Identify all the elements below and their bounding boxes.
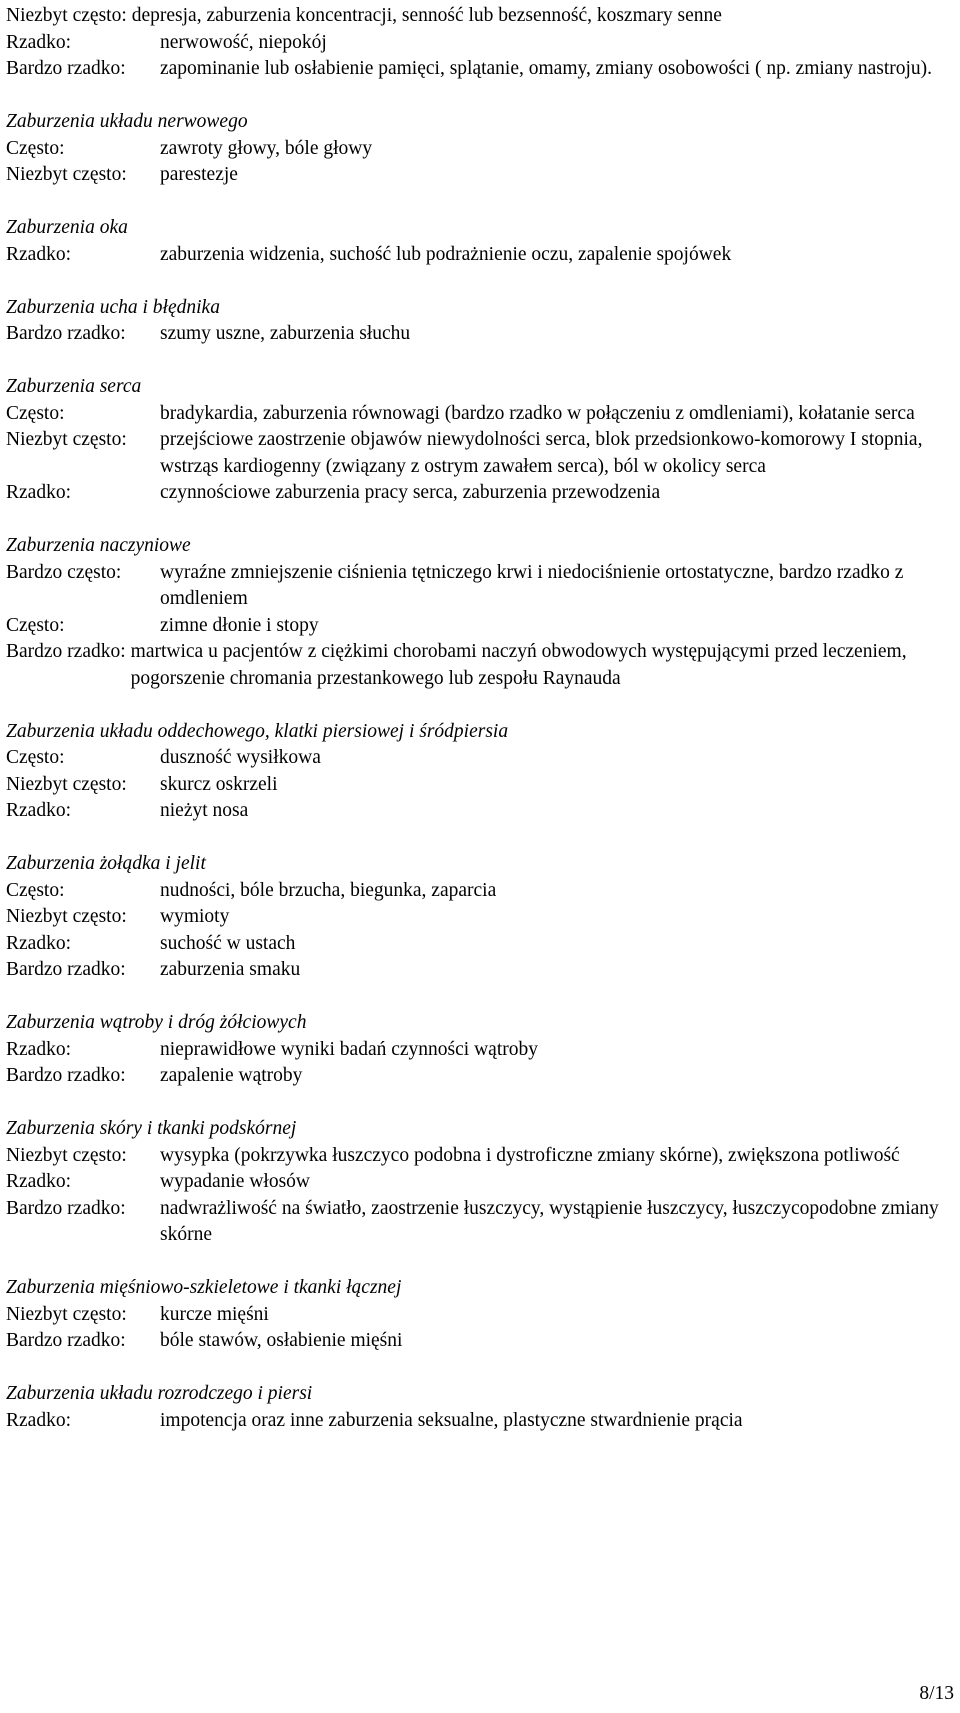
- frequency-label: Często:: [6, 747, 65, 768]
- effect-text: parestezje: [160, 164, 238, 185]
- frequency-row: [6, 1328, 951, 1355]
- effect-text: zapalenie wątroby: [160, 1065, 303, 1086]
- effect-text: przejściowe zaostrzenie objawów niewydolności serca, blok przedsionkowo-komorowy I stopnia, wstrząs kardiogenny (związany z ostrym zawałem serca), ból w okolicy serca: [160, 429, 923, 477]
- frequency-row: [6, 639, 951, 692]
- section-heading: Zaburzenia wątroby i dróg żółciowych: [6, 1012, 307, 1033]
- frequency-row: [6, 798, 951, 825]
- section: [6, 1010, 951, 1090]
- effect-text: suchość w ustach: [160, 932, 296, 954]
- frequency-row: [6, 745, 951, 772]
- frequency-label: Rzadko:: [6, 932, 71, 954]
- frequency-label: Niezbyt często:: [6, 773, 127, 795]
- page-number: 8/13: [919, 1683, 954, 1704]
- frequency-row: [6, 1143, 951, 1170]
- section: [6, 719, 951, 825]
- effect-text: wymioty: [160, 906, 230, 927]
- section: [6, 109, 951, 189]
- frequency-row: [6, 560, 951, 613]
- effect-text: nieprawidłowe wyniki badań czynności wątroby: [160, 1038, 538, 1060]
- frequency-label: Rzadko:: [6, 482, 71, 503]
- effect-text: impotencja oraz inne zaburzenia seksualne, plastyczne stwardnienie prącia: [160, 1409, 743, 1431]
- effect-text: zapominanie lub osłabienie pamięci, splątanie, omamy, zmiany osobowości ( np. zmiany nastroju).: [160, 58, 933, 79]
- frequency-row: [6, 1063, 951, 1090]
- section: [6, 374, 951, 507]
- section-heading: Zaburzenia oka: [6, 217, 128, 238]
- frequency-row: [6, 1302, 951, 1329]
- frequency-label: Bardzo często:: [6, 561, 122, 583]
- section-heading: Zaburzenia ucha i błędnika: [6, 296, 220, 318]
- section-heading: Zaburzenia układu nerwowego: [6, 111, 248, 132]
- frequency-row: [6, 1196, 951, 1249]
- effect-text: bóle stawów, osłabienie mięśni: [160, 1330, 403, 1351]
- effect-text: nadwrażliwość na światło, zaostrzenie łuszczycy, wystąpienie łuszczycy, łuszczycopodobne zmiany skórne: [160, 1197, 939, 1245]
- frequency-label: Niezbyt często:: [6, 164, 127, 185]
- frequency-row: [6, 904, 951, 931]
- section: [6, 215, 951, 268]
- frequency-row: [6, 242, 951, 269]
- frequency-label: Niezbyt często:: [6, 1303, 127, 1325]
- effect-text: zimne dłonie i stopy: [160, 614, 319, 636]
- frequency-row: [6, 1408, 951, 1435]
- section-heading: Zaburzenia mięśniowo-szkieletowe i tkanki łącznej: [6, 1277, 402, 1298]
- effect-text: depresja, zaburzenia koncentracji, senność lub bezsenność, koszmary senne: [131, 5, 722, 26]
- frequency-label: Bardzo rzadko:: [6, 323, 126, 344]
- frequency-row: [6, 3, 951, 30]
- frequency-row: [6, 321, 951, 348]
- frequency-row: [6, 30, 951, 57]
- frequency-row: [6, 878, 951, 905]
- section-heading: Zaburzenia naczyniowe: [6, 535, 191, 556]
- effect-text: zaburzenia widzenia, suchość lub podrażnienie oczu, zapalenie spojówek: [160, 243, 732, 265]
- frequency-label: Często:: [6, 879, 65, 901]
- frequency-row: [6, 136, 951, 163]
- effect-text: nerwowość, niepokój: [160, 31, 327, 53]
- effect-text: zaburzenia smaku: [160, 959, 301, 980]
- frequency-label: Rzadko:: [6, 243, 71, 265]
- frequency-row: [6, 613, 951, 640]
- document-body: [6, 3, 951, 1461]
- section-heading: Zaburzenia serca: [6, 376, 142, 397]
- section: [6, 1381, 951, 1434]
- frequency-label: Bardzo rzadko:: [6, 1065, 126, 1086]
- section: [6, 533, 951, 692]
- section: [6, 851, 951, 984]
- section: [6, 295, 951, 348]
- effect-text: zawroty głowy, bóle głowy: [160, 137, 373, 159]
- frequency-label: Bardzo rzadko:: [6, 1330, 126, 1351]
- frequency-label: Bardzo rzadko:: [6, 58, 126, 79]
- frequency-row: [6, 772, 951, 799]
- section: [6, 1116, 951, 1249]
- frequency-label: Rzadko:: [6, 800, 71, 821]
- frequency-label: Niezbyt często:: [6, 5, 127, 26]
- frequency-label: Bardzo rzadko:: [6, 1197, 126, 1219]
- effect-text: wysypka (pokrzywka łuszczyco podobna i dystroficzne zmiany skórne), zwiększona potliwość: [160, 1144, 900, 1166]
- frequency-label: Często:: [6, 402, 65, 424]
- frequency-row: [6, 957, 951, 984]
- frequency-label: Niezbyt często:: [6, 429, 127, 450]
- section: [6, 3, 951, 83]
- frequency-label: Bardzo rzadko:: [6, 641, 126, 662]
- frequency-row: [6, 427, 951, 480]
- frequency-label: Często:: [6, 137, 65, 159]
- frequency-label: Rzadko:: [6, 1409, 71, 1431]
- section-heading: Zaburzenia skóry i tkanki podskórnej: [6, 1118, 297, 1139]
- frequency-row: [6, 56, 951, 83]
- effect-text: wyraźne zmniejszenie ciśnienia tętniczego krwi i niedociśnienie ortostatyczne, bardzo rzadko z omdleniem: [160, 561, 904, 609]
- effect-text: wypadanie włosów: [160, 1171, 311, 1192]
- frequency-label: Bardzo rzadko:: [6, 959, 126, 980]
- section-heading: Zaburzenia układu oddechowego, klatki piersiowej i śródpiersia: [6, 720, 509, 742]
- frequency-row: [6, 401, 951, 428]
- frequency-row: [6, 931, 951, 958]
- frequency-label: Rzadko:: [6, 1038, 71, 1060]
- frequency-label: Rzadko:: [6, 1171, 71, 1192]
- frequency-row: [6, 1037, 951, 1064]
- frequency-label: Rzadko:: [6, 31, 71, 53]
- frequency-row: [6, 480, 951, 507]
- frequency-label: Niezbyt często:: [6, 906, 127, 927]
- effect-text: bradykardia, zaburzenia równowagi (bardzo rzadko w połączeniu z omdleniami), kołatanie serca: [160, 402, 915, 424]
- effect-text: skurcz oskrzeli: [160, 773, 278, 795]
- section-heading: Zaburzenia żołądka i jelit: [6, 853, 206, 874]
- frequency-label: Często:: [6, 614, 65, 636]
- effect-text: kurcze mięśni: [160, 1303, 269, 1325]
- section: [6, 1275, 951, 1355]
- frequency-row: [6, 1169, 951, 1196]
- effect-text: martwica u pacjentów z ciężkimi chorobami naczyń obwodowych występującymi przed leczeniem, pogorszenie chromania przestankowego lub zespołu Raynauda: [130, 641, 907, 689]
- effect-text: czynnościowe zaburzenia pracy serca, zaburzenia przewodzenia: [160, 482, 661, 503]
- effect-text: nieżyt nosa: [160, 800, 249, 821]
- effect-text: szumy uszne, zaburzenia słuchu: [160, 323, 411, 344]
- effect-text: nudności, bóle brzucha, biegunka, zaparcia: [160, 879, 497, 901]
- effect-text: duszność wysiłkowa: [160, 747, 321, 768]
- frequency-row: [6, 162, 951, 189]
- section-heading: Zaburzenia układu rozrodczego i piersi: [6, 1383, 313, 1404]
- frequency-label: Niezbyt często:: [6, 1144, 127, 1166]
